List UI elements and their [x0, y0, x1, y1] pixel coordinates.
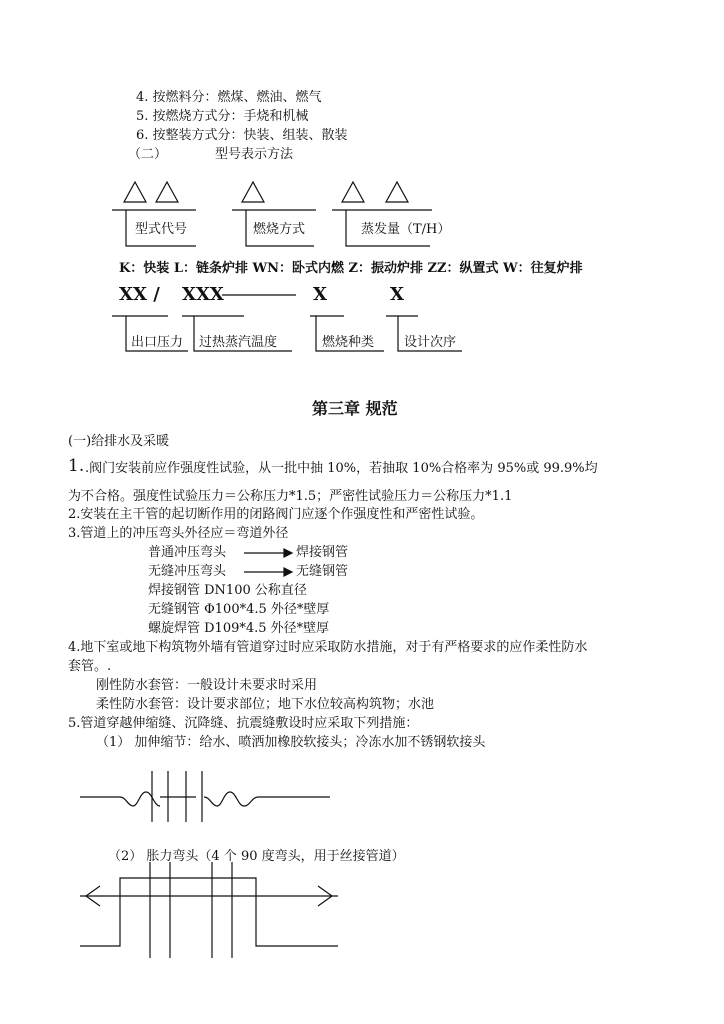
classify-item-5: 5. 按燃烧方式分：手烧和机械	[136, 109, 309, 124]
arrow-right-icon	[284, 568, 292, 576]
diagram2-label-pressure: 出口压力	[131, 335, 184, 350]
rule-3-elbow-seamless: 无缝冲压弯头	[148, 564, 227, 579]
diagram2-label-fuel: 燃烧种类	[322, 335, 375, 350]
diagram1-label-type: 型式代号	[135, 222, 188, 237]
rule-3: 3.管道上的冲压弯头外径应＝弯道外径	[68, 526, 289, 541]
diagram2-label-design: 设计次序	[404, 335, 457, 350]
rule-3-pipe-seamless: 无缝钢管	[296, 564, 349, 579]
rule-5: 5.管道穿越伸缩缝、沉降缝、抗震缝敷设时应采取下列措施：	[68, 716, 419, 731]
rule-3-pipe-welded: 焊接钢管	[296, 545, 349, 560]
diagram1-label-combustion: 燃烧方式	[253, 222, 306, 237]
rule-4: 4.地下室或地下构筑物外墙有管道穿过时应采取防水措施，对于有严格要求的应作柔性防水	[68, 640, 588, 655]
rule-1-text: .阀门安装前应作强度性试验，从一批中抽 10%，若抽取 10%合格率为 95%或 99.9%均	[85, 461, 598, 476]
rule-3-elbow-ordinary: 普通冲压弯头	[148, 545, 227, 560]
rule-4-continued: 套管。.	[68, 659, 112, 674]
diagram2-code-fuel: X	[313, 284, 327, 305]
diagram1-code-legend: K：快装 L：链条炉排 WN：卧式内燃 Z：振动炉排 ZZ：纵置式 W：往复炉排	[119, 261, 583, 276]
rule-1-continued: 为不合格。强度性试验压力＝公称压力*1.5；严密性试验压力＝公称压力*1.1	[68, 489, 513, 504]
rule-3-spiral-spec: 螺旋焊管 D109*4.5 外径*壁厚	[148, 621, 330, 636]
rule-2: 2.安装在主干管的起切断作用的闭路阀门应逐个作强度性和严密性试验。	[68, 507, 484, 522]
arrow-right-icon	[284, 549, 292, 557]
model-section-number: （二）	[128, 147, 168, 162]
rule-5-item-1: （1） 加伸缩节：给水、喷洒加橡胶软接头；冷冻水加不锈钢软接头	[96, 735, 486, 750]
rule-5-item-2: （2） 胀力弯头（4 个 90 度弯头，用于丝接管道）	[108, 849, 405, 864]
classify-item-6: 6. 按整装方式分：快装、组装、散装	[136, 128, 348, 143]
section-heading: (一)给排水及采暖	[68, 434, 170, 449]
chapter-title: 第三章 规范	[312, 399, 398, 418]
diagram1-label-evaporation: 蒸发量（T/H）	[361, 222, 451, 237]
rule-3-welded-spec: 焊接钢管 DN100 公称直径	[148, 583, 307, 598]
rule-3-seamless-spec: 无缝钢管 Φ100*4.5 外径*壁厚	[148, 602, 330, 617]
diagram2-code-design: X	[390, 284, 404, 305]
rule-1-number: 1.	[68, 456, 85, 476]
rule-4-flexible-sleeve: 柔性防水套管：设计要求部位；地下水位较高构筑物；水池	[96, 697, 435, 712]
rule-4-rigid-sleeve: 刚性防水套管：一般设计未要求时采用	[96, 678, 318, 693]
diagram2-code-pressure: XX /	[119, 284, 160, 305]
classify-item-4: 4. 按燃料分：燃煤、燃油、燃气	[136, 90, 322, 105]
diagram2-label-temperature: 过热蒸汽温度	[199, 335, 278, 350]
model-section-title: 型号表示方法	[215, 147, 294, 162]
diagram2-code-temperature: XXX	[182, 284, 224, 305]
